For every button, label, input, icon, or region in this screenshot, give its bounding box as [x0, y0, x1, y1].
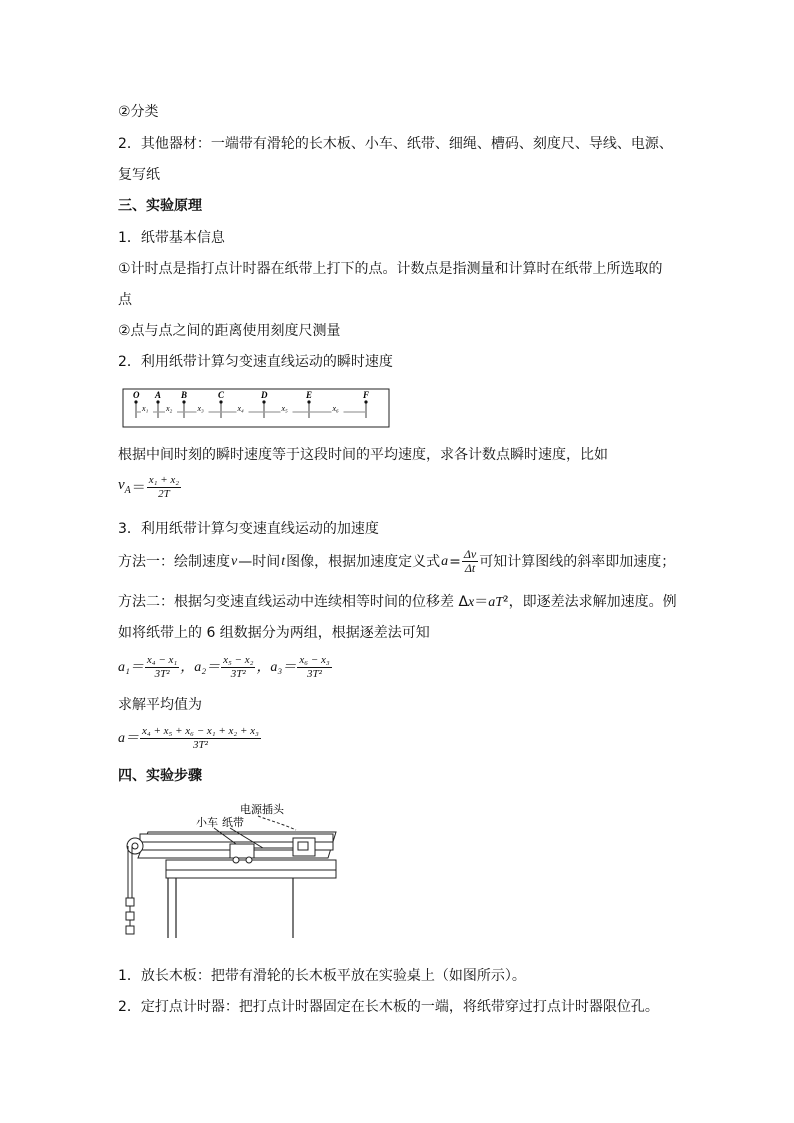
line-instant-velocity: 2．利用纸带计算匀变速直线运动的瞬时速度: [118, 354, 393, 370]
heading-principle: 三、实验原理: [118, 198, 202, 214]
method-two: 方法二：根据匀变速直线运动中连续相等时间的位移差 Δx＝aT²，即逐差法求解加速度。例: [118, 594, 677, 610]
apparatus-diagram: [118, 798, 338, 948]
line-timing-point-cont: 点: [118, 292, 132, 308]
formula-a123: a₁＝ $\frac{\text{x₄ − x₁}}{\text{3T²}}$ ，a₂＝ $\frac{\text{x₅ − x₂}}{\text{3T²}}$ ，a₃＝ $\frac{\text{x₆ − x₃}}{\text{3T²}}$: [118, 654, 330, 680]
formula-vA: $v_A$ ＝ $\frac{\text{x₁ + x₂}}{2T}$: [118, 474, 180, 500]
line-distance: ②点与点之间的距离使用刻度尺测量: [118, 323, 341, 339]
tape-point-label: O: [133, 390, 140, 400]
tape-point-label: E: [306, 390, 313, 400]
line-divide-groups: 如将纸带上的 6 组数据分为两组，根据逐差法可知: [118, 625, 430, 641]
line-category: ②分类: [118, 104, 159, 120]
step-one: 1．放长木板：把带有滑轮的长木板平放在实验桌上（如图所示）。: [118, 968, 526, 984]
line-equipment: 2．其他器材：一端带有滑轮的长木板、小车、纸带、细绳、槽码、刻度尺、导线、电源、: [118, 136, 673, 152]
tape-segment-label: x₆: [332, 404, 339, 413]
tape-segment-label: x₂: [166, 404, 173, 413]
line-equipment-cont: 复写纸: [118, 167, 160, 183]
tape-point-label: C: [218, 390, 225, 400]
heading-steps: 四、实验步骤: [118, 768, 202, 784]
label-tape: 纸带: [222, 816, 244, 829]
step-two: 2．定打点计时器：把打点计时器固定在长木板的一端，将纸带穿过打点计时器限位孔。: [118, 999, 659, 1015]
tape-segment-label: x₄: [237, 404, 244, 413]
tape-point-label: B: [181, 390, 188, 400]
method-one: 方法一：绘制速度 v —时间 t 图像，根据加速度定义式 a = $\frac{\Delta v}{\Delta t}$ 可知计算图线的斜率即加速度；: [118, 547, 676, 575]
line-acceleration: 3．利用纸带计算匀变速直线运动的加速度: [118, 521, 379, 537]
tape-point-label: A: [155, 390, 162, 400]
tape-point-label: F: [363, 390, 370, 400]
line-midtime-rule: 根据中间时刻的瞬时速度等于这段时间的平均速度，求各计数点瞬时速度，比如: [118, 447, 608, 463]
tape-segment-label: x₁: [142, 404, 149, 413]
tape-segment-label: x₅: [281, 404, 288, 413]
tape-point-label: D: [261, 390, 268, 400]
line-average: 求解平均值为: [118, 697, 202, 713]
line-timing-point: ①计时点是指打点计时器在纸带上打下的点。计数点是指测量和计算时在纸带上所选取的: [118, 261, 663, 277]
tape-segment-label: x₃: [197, 404, 204, 413]
formula-average: a＝ $\frac{\text{x₄ + x₅ + x₆ − x₁ + x₂ + x₃}}{\text{3T²}}$: [118, 725, 259, 751]
label-plug: 电源插头: [240, 803, 284, 816]
line-tape-info: 1．纸带基本信息: [118, 230, 225, 246]
tape-diagram: [122, 388, 390, 428]
label-cart: 小车: [196, 816, 218, 829]
